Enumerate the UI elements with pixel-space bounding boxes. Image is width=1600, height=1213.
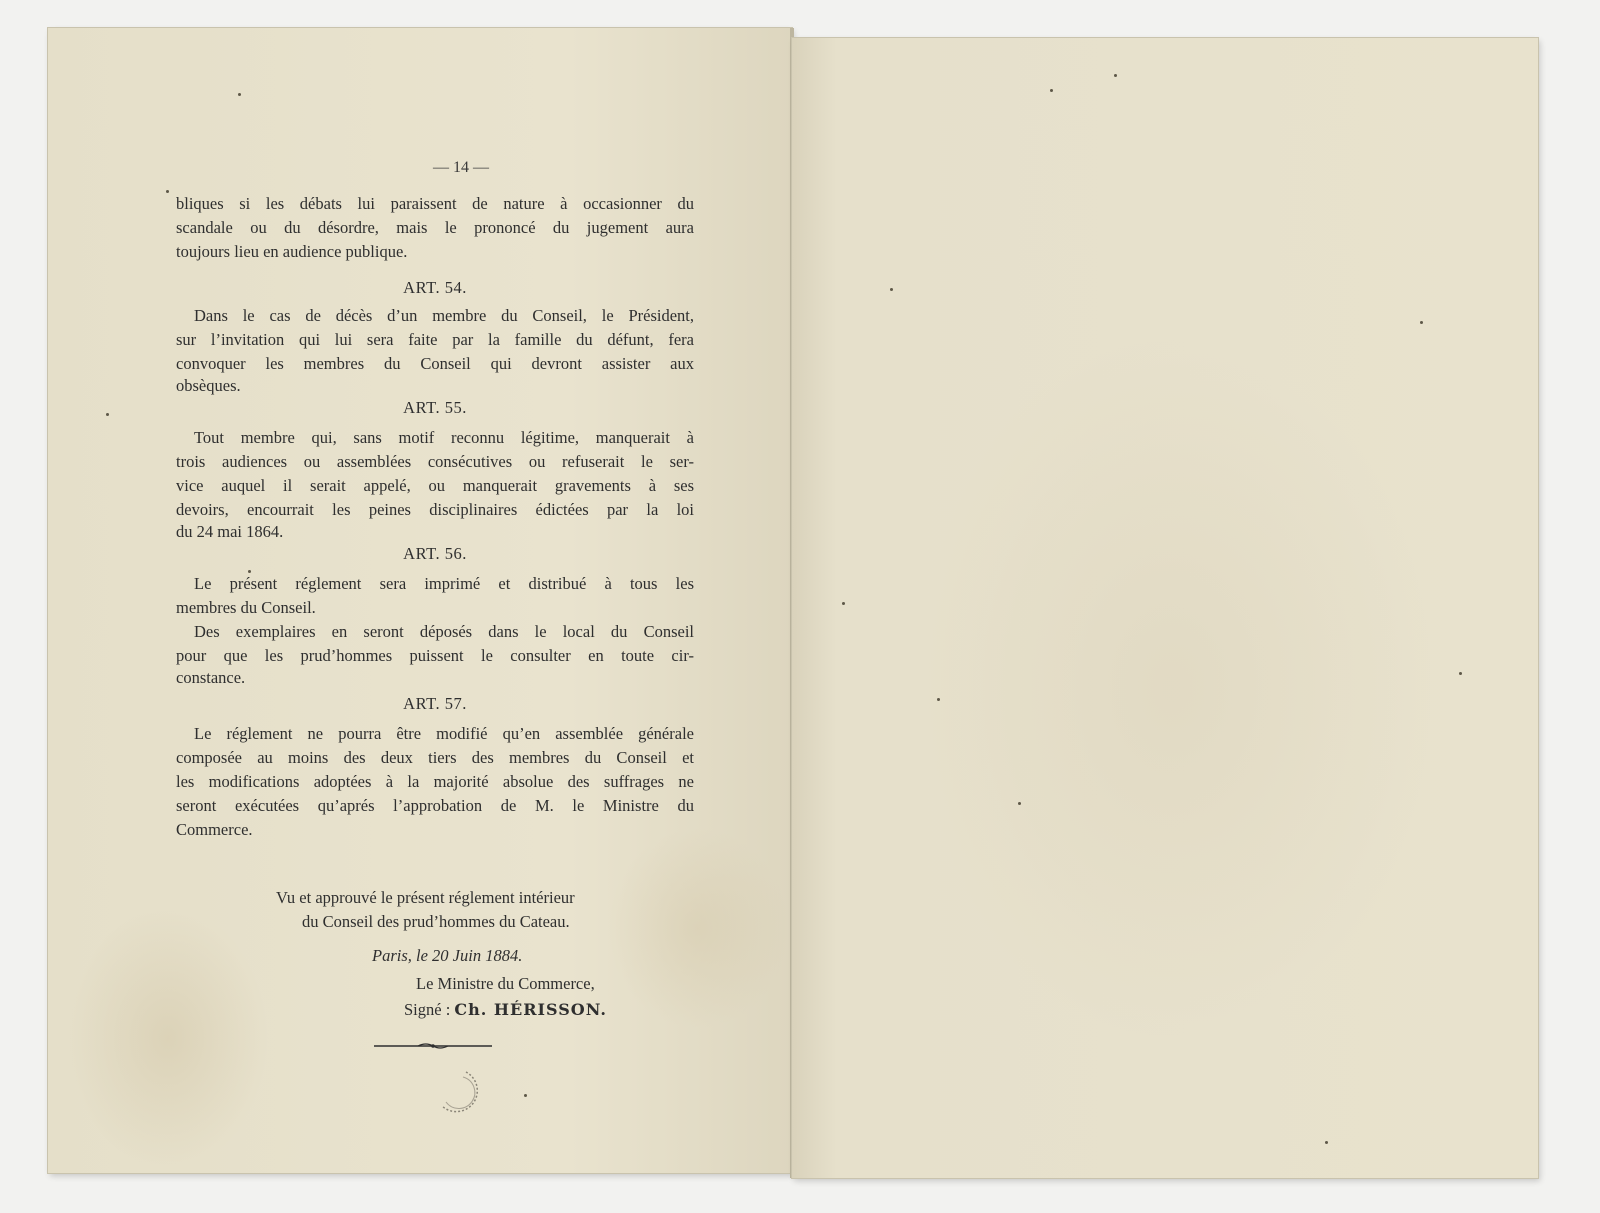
article-heading: ART. 54. [403, 278, 467, 297]
page-number: — 14 — [433, 159, 489, 176]
text-line: devoirs, encourrait les peines disciplinaires édictées par la loi [176, 500, 694, 519]
text-line: du 24 mai 1864. [176, 522, 284, 541]
text-line: membres du Conseil. [176, 598, 316, 617]
signatory-name: Ch. HÉRISSON. [454, 1000, 607, 1019]
signature-line [176, 998, 694, 1022]
text-line: scandale ou du désordre, mais le prononcé du jugement aura [176, 218, 694, 237]
paper-speck [238, 93, 241, 96]
right-page [792, 38, 1538, 1178]
paper-speck [937, 698, 940, 701]
text-line: Le réglement ne pourra être modifié qu’en assemblée générale [194, 724, 694, 743]
paper-speck [106, 413, 109, 416]
text-line: composée au moins des deux tiers des membres du Conseil et [176, 748, 694, 767]
approval-block [176, 886, 694, 1022]
text-line: sur l’invitation qui lui sera faite par la famille du défunt, fera [176, 330, 694, 349]
approval-line: Vu et approuvé le présent réglement intérieur [276, 888, 575, 907]
text-line: Tout membre qui, sans motif reconnu légitime, manquerait à [194, 428, 694, 447]
book-spread [42, 28, 1542, 1188]
paper-speck [842, 602, 845, 605]
paper-speck [1325, 1141, 1328, 1144]
text-line: les modifications adoptées à la majorité absolue des suffrages ne [176, 772, 694, 791]
minister-title: Le Ministre du Commerce, [416, 974, 595, 993]
paper-speck [1459, 672, 1462, 675]
left-page [48, 28, 792, 1173]
text-line: pour que les prud’hommes puissent le consulter en toute cir- [176, 646, 694, 665]
text-line: Dans le cas de décès d’un membre du Conseil, le Président, [194, 306, 694, 325]
text-line: constance. [176, 668, 246, 687]
library-stamp-icon [436, 1068, 486, 1118]
place-date: Paris, le 20 Juin 1884. [372, 946, 523, 965]
paper-speck [1050, 89, 1053, 92]
text-line: Commerce. [176, 820, 253, 839]
text-line: toujours lieu en audience publique. [176, 242, 408, 261]
signed-label: Signé : [404, 1000, 451, 1019]
paper-speck [1018, 802, 1021, 805]
text-line: trois audiences ou assemblées consécutives ou refuserait le ser- [176, 452, 694, 471]
paper-speck [1114, 74, 1117, 77]
text-line: Des exemplaires en seront déposés dans le local du Conseil [194, 622, 694, 641]
article-heading: ART. 56. [403, 544, 467, 563]
text-line: obsèques. [176, 376, 241, 395]
ornament-rule [374, 1041, 492, 1051]
paper-speck [1420, 321, 1423, 324]
paper-speck [524, 1094, 527, 1097]
page-body [176, 192, 694, 842]
paper-speck [166, 190, 169, 193]
article-heading: ART. 55. [403, 398, 467, 417]
text-line: Le présent réglement sera imprimé et distribué à tous les [194, 574, 694, 593]
paper-speck [890, 288, 893, 291]
text-line: vice auquel il serait appelé, ou manquerait gravements à ses [176, 476, 694, 495]
text-line: seront exécutées qu’aprés l’approbation de M. le Ministre du [176, 796, 694, 815]
approval-line: du Conseil des prud’hommes du Cateau. [302, 912, 570, 931]
text-line: convoquer les membres du Conseil qui devront assister aux [176, 354, 694, 373]
page-bleed-through [912, 338, 1432, 1038]
article-heading: ART. 57. [403, 694, 467, 713]
paper-speck [248, 570, 251, 573]
text-line: bliques si les débats lui paraissent de nature à occasionner du [176, 194, 694, 213]
